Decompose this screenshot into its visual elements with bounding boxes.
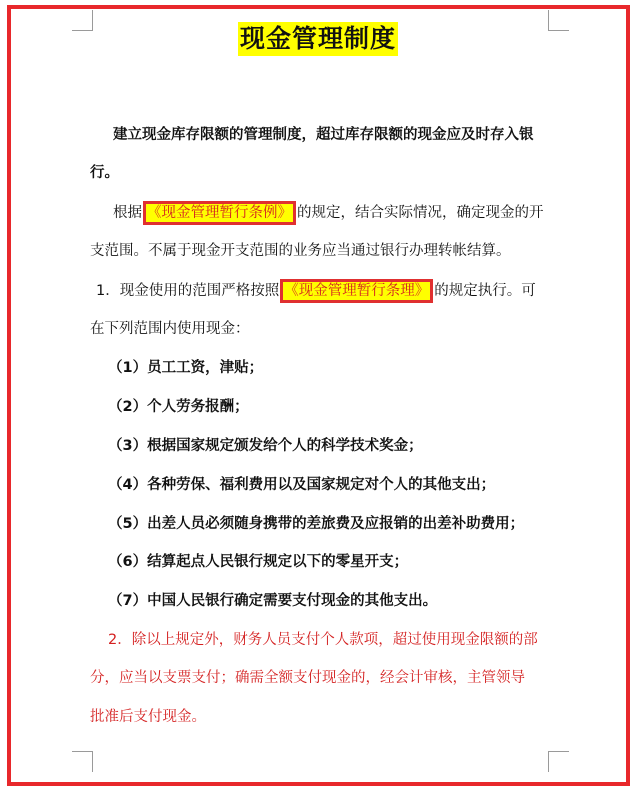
list-item: （4）各种劳保、福利费用以及国家规定对个人的其他支出； (108, 477, 496, 493)
para4-line3: 批准后支付现金。 (90, 709, 206, 725)
para1-line2: 行。 (90, 165, 119, 181)
para4-line1: 2．除以上规定外，财务人员支付个人款项，超过使用现金限额的部 (108, 632, 538, 648)
list-item: （3）根据国家规定颁发给个人的科学技术奖金； (108, 438, 423, 454)
title-wrap (0, 22, 636, 56)
margin-mark-bottom-right (548, 751, 569, 772)
para3-line2: 在下列范围内使用现金： (90, 321, 250, 337)
regulation-reference-1: 《现金管理暂行条例》 (143, 201, 296, 225)
para4-line2: 分，应当以支票支付；确需全额支付现金的，经会计审核，主管领导 (90, 670, 525, 686)
para2-post: 的规定，结合实际情况，确定现金的开 (297, 205, 544, 221)
list-item: （2）个人劳务报酬； (108, 399, 249, 415)
document-title: 现金管理制度 (238, 22, 398, 56)
para2-pre: 根据 (113, 205, 142, 221)
para1-line1: 建立现金库存限额的管理制度，超过库存限额的现金应及时存入银 (113, 127, 534, 143)
list-item: （6）结算起点人民银行规定以下的零星开支； (108, 554, 409, 570)
list-item: （5）出差人员必须随身携带的差旅费及应报销的出差补助费用； (108, 516, 525, 532)
list-item: （1）员工工资，津贴； (108, 360, 264, 376)
para3-line1 (96, 279, 566, 303)
para3-pre: 1．现金使用的范围严格按照 (96, 283, 280, 299)
margin-mark-bottom-left (72, 751, 93, 772)
regulation-reference-2: 《现金管理暂行条理》 (280, 279, 433, 303)
para2-line1 (113, 201, 583, 225)
list-item: （7）中国人民银行确定需要支付现金的其他支出。 (108, 593, 438, 609)
para3-post: 的规定执行。可 (434, 283, 536, 299)
para2-line2: 支范围。不属于现金开支范围的业务应当通过银行办理转帐结算。 (90, 243, 511, 259)
